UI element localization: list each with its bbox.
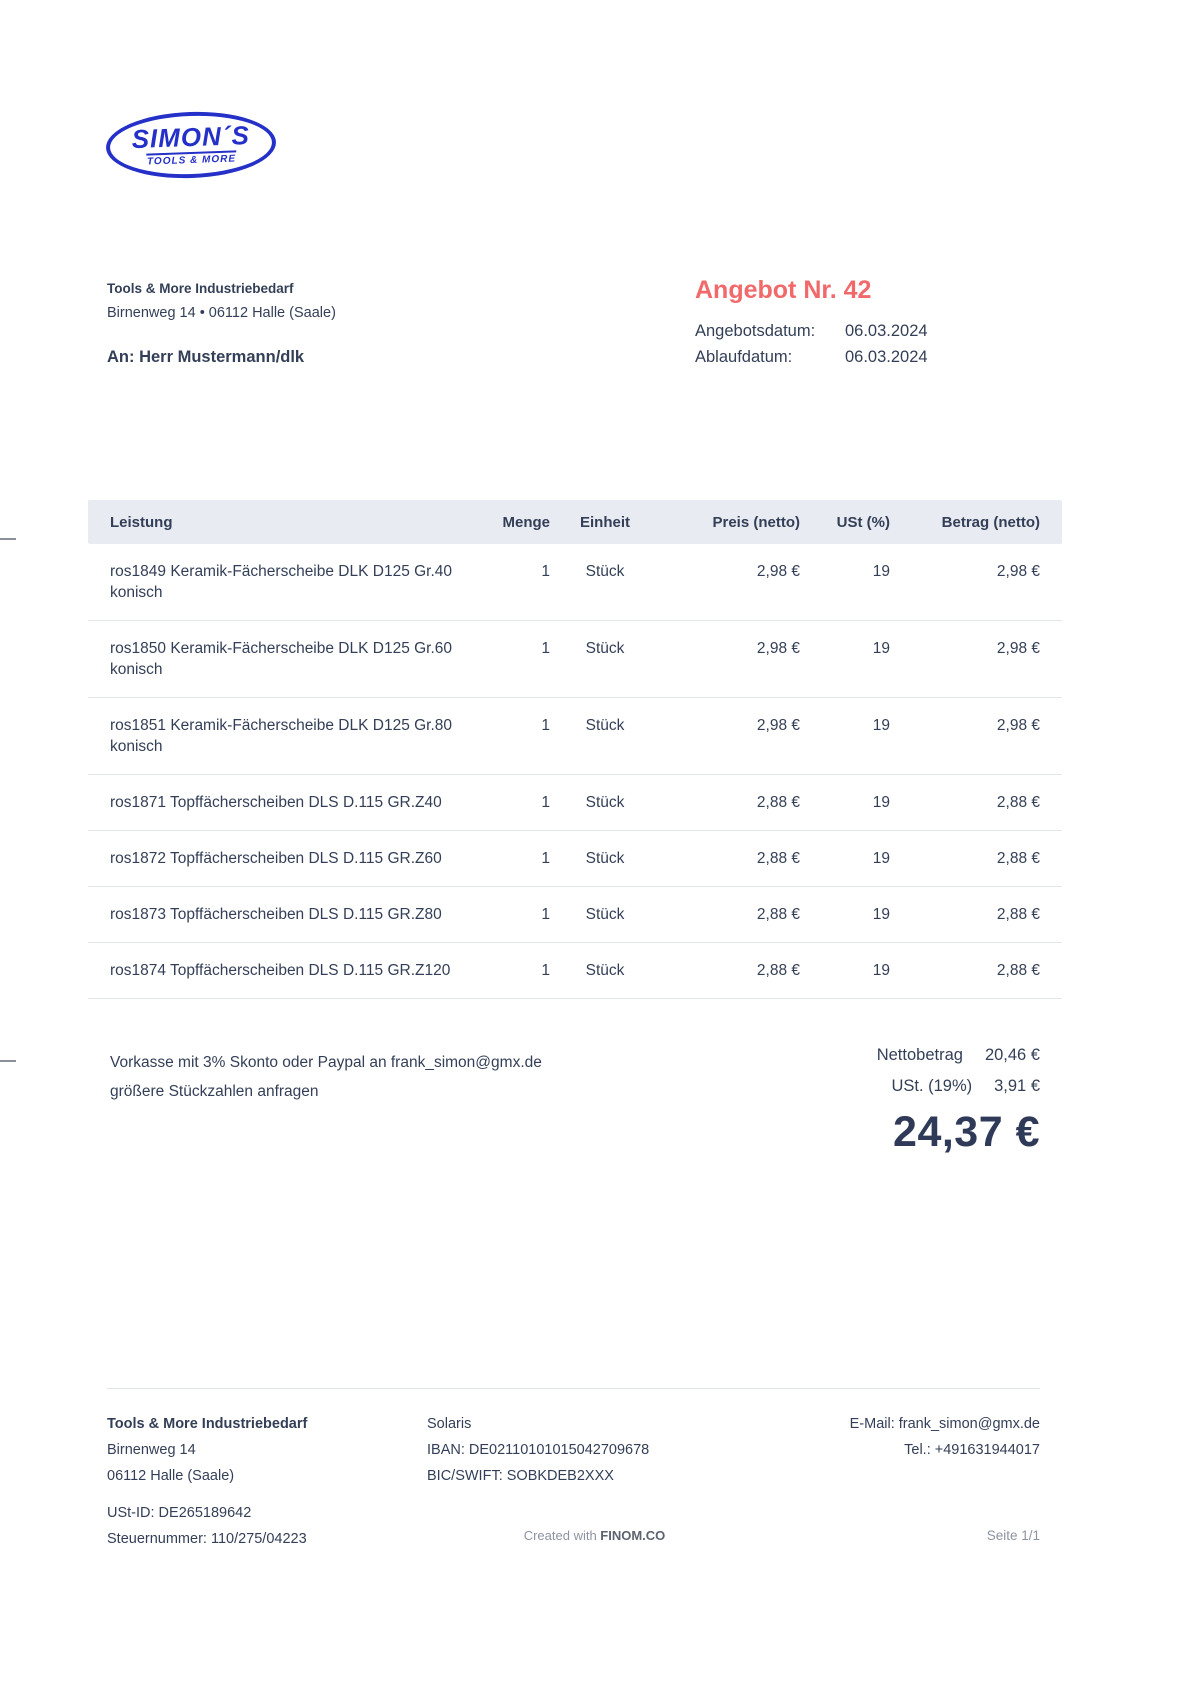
- offer-date-label: Angebotsdatum:: [695, 322, 816, 340]
- table-row: [88, 831, 1062, 887]
- net-total-value: 20,46 €: [984, 1046, 1040, 1064]
- offer-block: [695, 276, 1045, 374]
- cell-betrag: 2,88 €: [996, 962, 1040, 979]
- footer-company-city: 06112 Halle (Saale): [107, 1468, 235, 1484]
- company-logo: [105, 109, 277, 181]
- totals-block: [877, 1046, 1040, 1157]
- cell-leistung: ros1849 Keramik-Fächerscheibe DLK D125 Gr.40 konisch: [110, 563, 453, 601]
- fold-mark-bottom: [0, 1060, 16, 1062]
- cell-menge: 1: [541, 962, 550, 979]
- expiry-date-row: [695, 348, 1045, 367]
- cell-menge: 1: [541, 717, 550, 734]
- cell-menge: 1: [541, 794, 550, 811]
- cell-preis: 2,98 €: [756, 717, 800, 734]
- cell-einheit: Stück: [585, 563, 625, 580]
- column-header-menge: Menge: [502, 513, 550, 531]
- column-header-preis: Preis (netto): [712, 513, 800, 531]
- cell-preis: 2,98 €: [756, 563, 800, 580]
- cell-preis: 2,88 €: [756, 906, 800, 923]
- cell-betrag: 2,88 €: [996, 794, 1040, 811]
- cell-betrag: 2,88 €: [996, 850, 1040, 867]
- footer-tax-number: Steuernummer: 110/275/04223: [107, 1531, 307, 1547]
- vat-total-row: [877, 1077, 1040, 1096]
- column-header-leistung: Leistung: [110, 513, 173, 531]
- cell-leistung: ros1871 Topffächerscheiben DLS D.115 GR.Z40: [110, 794, 442, 811]
- table-row: [88, 544, 1062, 621]
- cell-einheit: Stück: [585, 717, 625, 734]
- vat-total-label: USt. (19%): [891, 1077, 973, 1095]
- cell-einheit: Stück: [585, 850, 625, 867]
- footer-company-street: Birnenweg 14: [107, 1442, 196, 1458]
- footer-bank-name: Solaris: [427, 1416, 472, 1432]
- table-row: [88, 887, 1062, 943]
- net-total-label: Nettobetrag: [876, 1046, 963, 1064]
- cell-menge: 1: [541, 640, 550, 657]
- column-header-betrag: Betrag (netto): [941, 513, 1040, 531]
- offer-title: Angebot Nr. 42: [695, 276, 872, 304]
- cell-preis: 2,98 €: [756, 640, 800, 657]
- line-items-table: [88, 500, 1062, 999]
- cell-ust: 19: [872, 794, 890, 811]
- cell-preis: 2,88 €: [756, 794, 800, 811]
- recipient-line: An: Herr Mustermann/dlk: [107, 348, 305, 366]
- page-number: Seite 1/1: [986, 1528, 1040, 1543]
- footer-bank-iban: IBAN: DE02110101015042709678: [427, 1442, 650, 1458]
- table-row: [88, 621, 1062, 698]
- footer-vat-id: USt-ID: DE265189642: [107, 1505, 252, 1521]
- cell-ust: 19: [872, 962, 890, 979]
- cell-einheit: Stück: [585, 906, 625, 923]
- sender-name: Tools & More Industriebedarf: [107, 281, 294, 296]
- expiry-date-label: Ablaufdatum:: [695, 348, 793, 366]
- cell-ust: 19: [872, 640, 890, 657]
- created-with-prefix: Created with: [523, 1528, 601, 1543]
- cell-ust: 19: [872, 906, 890, 923]
- cell-einheit: Stück: [585, 962, 625, 979]
- logo-tagline: TOOLS & MORE: [147, 150, 236, 167]
- cell-ust: 19: [872, 563, 890, 580]
- cell-leistung: ros1873 Topffächerscheiben DLS D.115 GR.Z80: [110, 906, 442, 923]
- grand-total-value: 24,37 €: [893, 1108, 1040, 1156]
- table-row: [88, 698, 1062, 775]
- expiry-date-value: 06.03.2024: [845, 348, 928, 366]
- footer-email: E-Mail: frank_simon@gmx.de: [849, 1416, 1040, 1432]
- footer-company-name: Tools & More Industriebedarf: [107, 1416, 308, 1432]
- fold-mark-top: [0, 538, 16, 540]
- cell-ust: 19: [872, 850, 890, 867]
- cell-preis: 2,88 €: [756, 962, 800, 979]
- cell-betrag: 2,88 €: [996, 906, 1040, 923]
- table-header-row: [88, 500, 1062, 544]
- net-total-row: [877, 1046, 1040, 1065]
- table-row: [88, 775, 1062, 831]
- payment-note-line1: Vorkasse mit 3% Skonto oder Paypal an frank_simon@gmx.de: [110, 1054, 542, 1071]
- cell-preis: 2,88 €: [756, 850, 800, 867]
- cell-menge: 1: [541, 563, 550, 580]
- cell-menge: 1: [541, 850, 550, 867]
- payment-note-line2: größere Stückzahlen anfragen: [110, 1083, 319, 1100]
- column-header-ust: USt (%): [836, 513, 890, 531]
- cell-leistung: ros1851 Keramik-Fächerscheibe DLK D125 Gr.80 konisch: [110, 717, 453, 755]
- cell-leistung: ros1850 Keramik-Fächerscheibe DLK D125 Gr.60 konisch: [110, 640, 453, 678]
- logo-name: SIMON´S: [131, 119, 251, 155]
- vat-total-value: 3,91 €: [994, 1077, 1040, 1095]
- payment-note: [110, 1048, 670, 1106]
- cell-ust: 19: [872, 717, 890, 734]
- footer-phone: Tel.: +491631944017: [904, 1442, 1040, 1458]
- offer-date-row: [695, 322, 1045, 341]
- cell-einheit: Stück: [585, 794, 625, 811]
- column-header-einheit: Einheit: [579, 513, 630, 531]
- cell-menge: 1: [541, 906, 550, 923]
- footer-bank-bic: BIC/SWIFT: SOBKDEB2XXX: [427, 1468, 614, 1484]
- offer-date-value: 06.03.2024: [845, 322, 928, 340]
- table-row: [88, 943, 1062, 999]
- cell-leistung: ros1874 Topffächerscheiben DLS D.115 GR.Z120: [110, 962, 451, 979]
- cell-betrag: 2,98 €: [996, 717, 1040, 734]
- cell-einheit: Stück: [585, 640, 625, 657]
- sender-address: Birnenweg 14 • 06112 Halle (Saale): [107, 305, 336, 321]
- created-with-brand: FINOM.CO: [600, 1528, 666, 1543]
- cell-betrag: 2,98 €: [996, 640, 1040, 657]
- cell-leistung: ros1872 Topffächerscheiben DLS D.115 GR.Z60: [110, 850, 442, 867]
- cell-betrag: 2,98 €: [996, 563, 1040, 580]
- sender-recipient-block: [107, 281, 336, 367]
